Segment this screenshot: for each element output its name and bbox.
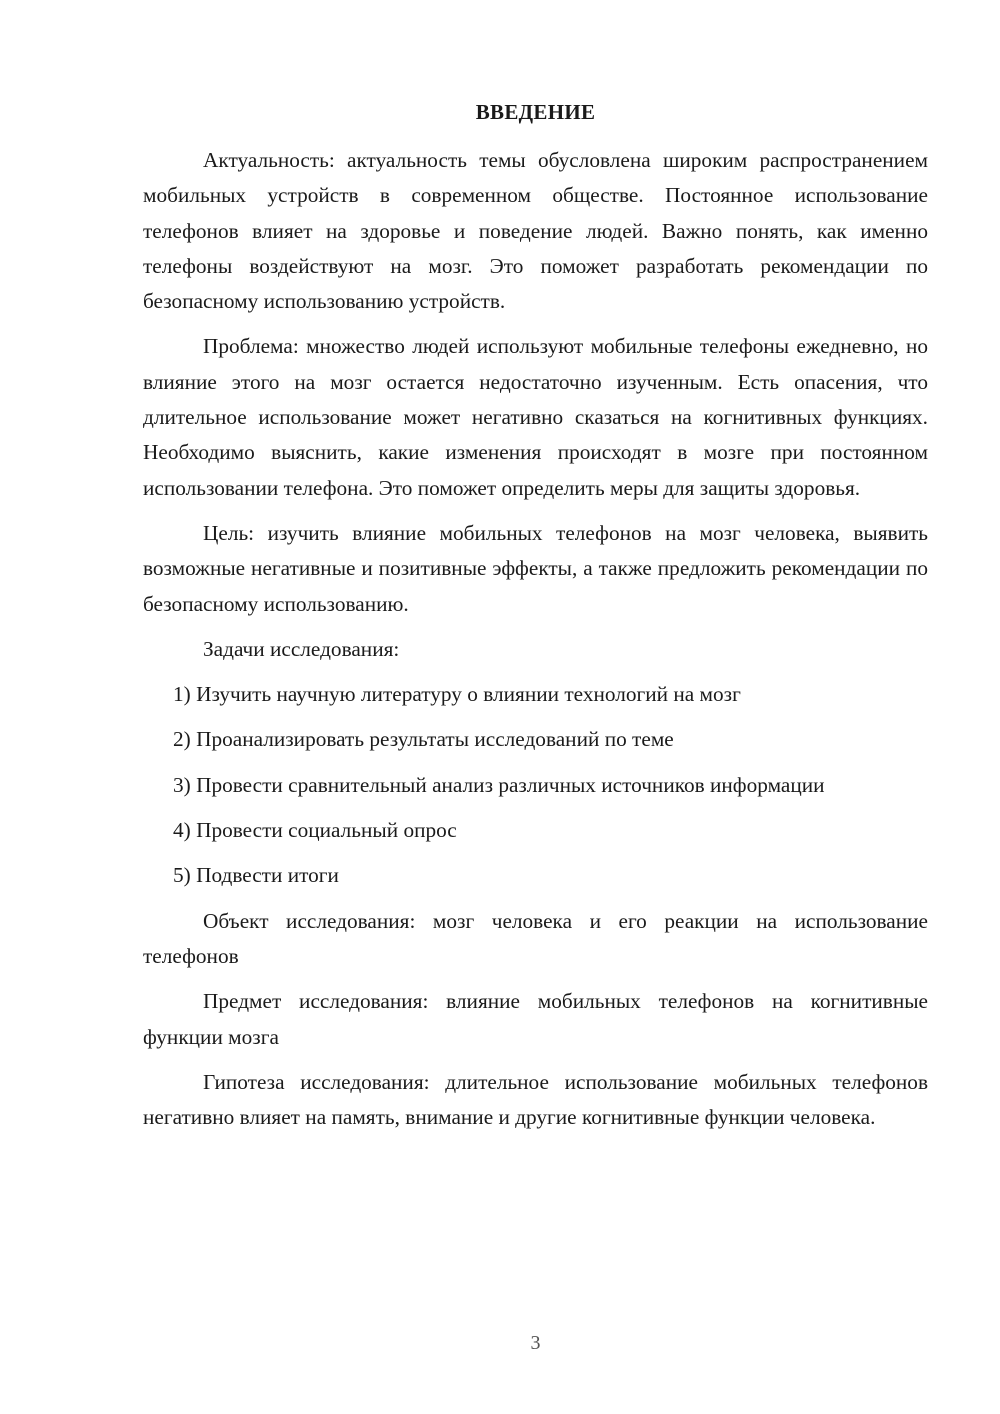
paragraph-object: Объект исследования: мозг человека и его реакции на использование телефонов — [143, 908, 928, 968]
task-item-3: 3) Провести сравнительный анализ различных источников информации — [173, 772, 825, 797]
document-body — [143, 143, 928, 1135]
page-title: ВВЕДЕНИЕ — [475, 100, 596, 124]
page-number-text: 3 — [530, 1332, 541, 1354]
page-number — [143, 1332, 928, 1355]
task-item-5: 5) Подвести итоги — [173, 863, 339, 888]
document-page — [143, 0, 928, 1414]
paragraph-problem: Проблема: множество людей используют мобильные телефоны ежедневно, но влияние этого на мозг остается недостаточно изученным. Есть опасения, что длительное использование может негативно сказаться на когнитивных функциях. Необходимо выяснить, какие изменения происходят в мозге при постоянном использовании телефона. Это поможет определить меры для защиты здоровья. — [143, 334, 928, 500]
tasks-label: Задачи исследования: — [203, 636, 400, 661]
paragraph-relevance: Актуальность: актуальность темы обусловлена широким распространением мобильных устройств в современном обществе. Постоянное использование телефонов влияет на здоровье и поведение людей. Важно понять, как именно телефоны воздействуют на мозг. Это поможет разработать рекомендации по безопасному использованию устройств. — [143, 148, 928, 314]
task-item-4: 4) Провести социальный опрос — [173, 818, 457, 843]
task-item-1: 1) Изучить научную литературу о влиянии технологий на мозг — [173, 682, 741, 707]
task-item-2: 2) Проанализировать результаты исследований по теме — [173, 727, 674, 752]
paragraph-hypothesis: Гипотеза исследования: длительное использование мобильных телефонов негативно влияет на память, внимание и другие когнитивные функции человека. — [143, 1069, 928, 1130]
paragraph-goal: Цель: изучить влияние мобильных телефонов на мозг человека, выявить возможные негативные и позитивные эффекты, а также предложить рекомендации по безопасному использованию. — [143, 520, 928, 616]
paragraph-subject: Предмет исследования: влияние мобильных телефонов на когнитивные функции мозга — [143, 989, 928, 1049]
